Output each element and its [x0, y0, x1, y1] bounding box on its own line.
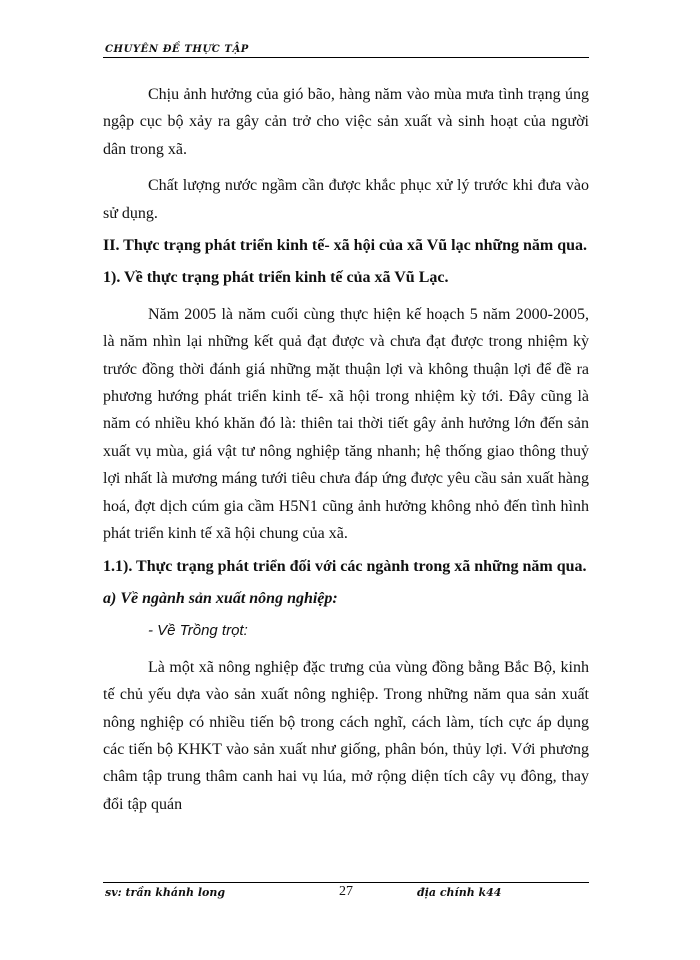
footer-author: sv: trần khánh long	[105, 886, 226, 899]
page-footer	[103, 882, 589, 912]
footer-divider	[103, 882, 589, 883]
page-header	[103, 42, 589, 62]
paragraph-groundwater: Chất lượng nước ngầm cần được khắc phục xử lý trước khi đưa vào sử dụng.	[103, 177, 589, 222]
header-divider	[103, 57, 589, 58]
document-body	[103, 81, 589, 818]
subsection-heading-sectors: 1.1). Thực trạng phát triển đối với các ngành trong xã những năm qua.	[103, 557, 587, 575]
footer-class: địa chính k44	[417, 886, 502, 899]
section-heading: II. Thực trạng phát triển kinh tế- xã hội của xã Vũ lạc những năm qua.	[103, 237, 588, 255]
sub-item-cultivation: - Về Trồng trọt:	[148, 622, 248, 640]
header-title: CHUYÊN ĐỀ THỰC TẬP	[105, 44, 249, 55]
page-number: 27	[339, 884, 353, 899]
paragraph-flooding: Chịu ảnh hưởng của gió bão, hàng năm vào mùa mưa tình trạng úng ngập cục bộ xảy ra gây cản trở cho việc sản xuất và sinh hoạt của người dân trong xã.	[103, 86, 589, 158]
subsection-heading-economy: 1). Về thực trạng phát triển kinh tế của xã Vũ Lạc.	[103, 269, 449, 287]
paragraph-agriculture: Là một xã nông nghiệp đặc trưng của vùng đồng bằng Bắc Bộ, kinh tế chủ yếu dựa vào sản xuất nông nghiệp. Trong những năm qua sản xuất nông nghiệp có nhiều tiến bộ trong cách nghĩ, cách làm, tích cực áp dụng các tiến bộ KHKT vào sản xuất như giống, phân bón, thủy lợi. Với phương châm tập trung thâm canh hai vụ lúa, mở rộng diện tích cây vụ đông, thay đổi tập quán	[103, 658, 589, 813]
paragraph-year-2005: Năm 2005 là năm cuối cùng thực hiện kế hoạch 5 năm 2000-2005, là năm nhìn lại những kết quả đạt được và chưa đạt được trong nhiệm kỳ trước đồng thời đánh giá những mặt thuận lợi và không thuận lợi để đề ra phương hướng phát triển kinh tế- xã hội trong nhiệm kỳ tới. Đây cũng là năm có nhiều khó khăn đó là: thiên tai thời tiết gây ảnh hưởng lớn đến sản xuất vụ mùa, giá vật tư nông nghiệp tăng nhanh; hệ thống giao thông thuỷ lợi nhất là mương máng tưới tiêu chưa đáp ứng được yêu cầu sản xuất hàng hoá, đợt dịch cúm gia cầm H5N1 cũng ảnh hưởng không nhỏ đến tình hình phát triển kinh tế xã hội chung của xã.	[103, 305, 589, 543]
subsection-heading-agriculture: a) Về ngành sản xuất nông nghiệp:	[103, 589, 338, 607]
